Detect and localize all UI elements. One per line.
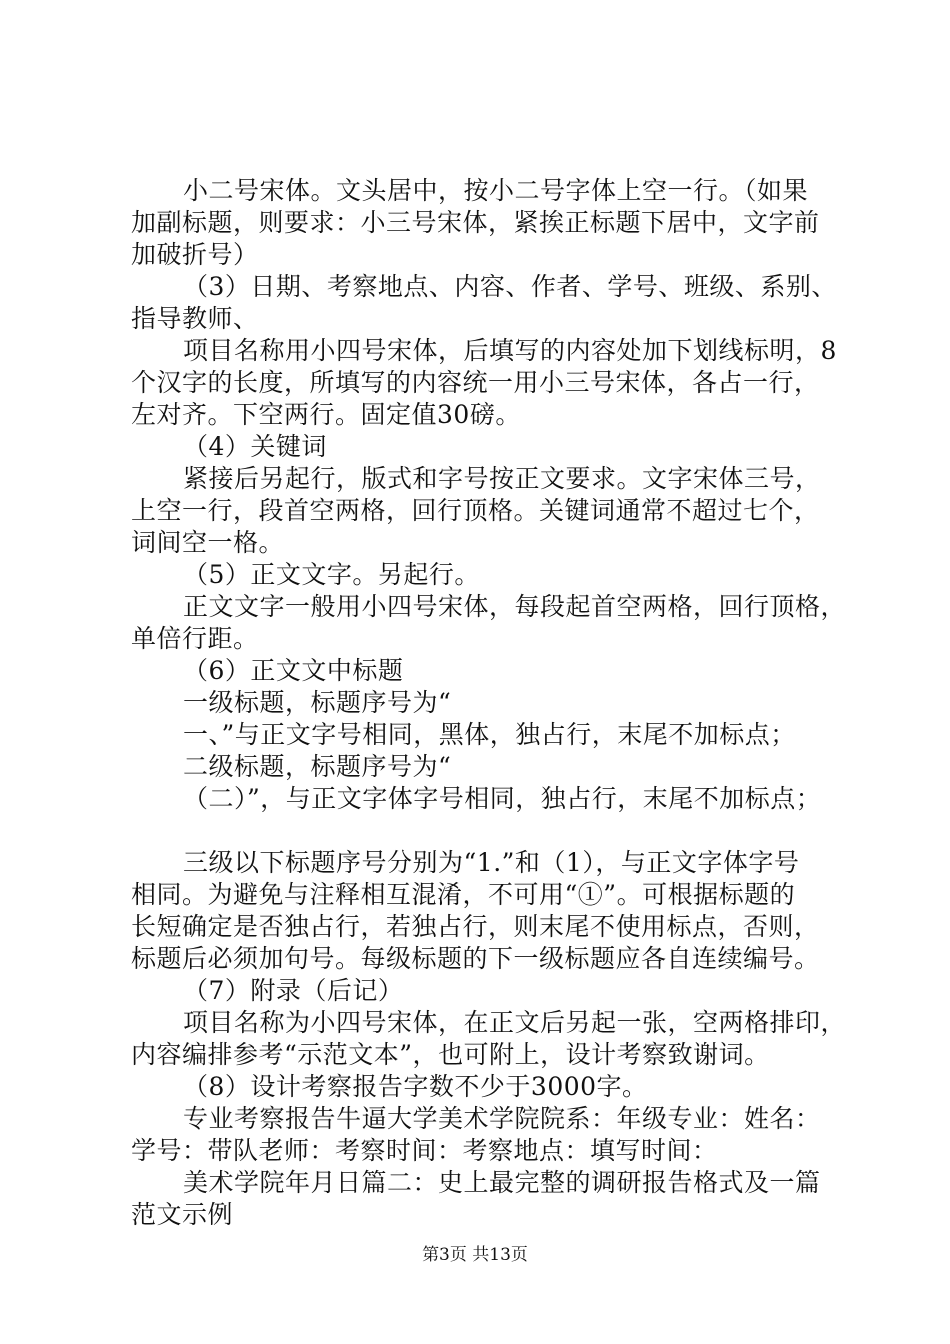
text-line: 相同。为避免与注释相互混淆，不可用“①”。可根据标题的: [131, 880, 796, 909]
text-line: 指导教师、: [131, 304, 259, 333]
text-line: 紧接后另起行，版式和字号按正文要求。文字宋体三号，: [183, 464, 821, 493]
text-line: （二）”，与正文字体字号相同，独占行，末尾不加标点；: [183, 784, 822, 813]
text-line: 范文示例: [131, 1200, 234, 1229]
page-number-footer: 第3页 共13页: [422, 1245, 528, 1265]
text-line: 左对齐。下空两行。固定值30磅。: [131, 400, 521, 429]
text-line: 词间空一格。: [131, 528, 285, 557]
text-line: 正文文字一般用小四号宋体，每段起首空两格，回行顶格，: [183, 592, 847, 621]
text-line: 学号：带队老师：考察时间：考察地点：填写时间：: [131, 1136, 718, 1165]
text-line: 项目名称用小四号宋体，后填写的内容处加下划线标明，8: [183, 336, 837, 365]
text-line: 美术学院年月日篇二：史上最完整的调研报告格式及一篇: [183, 1168, 821, 1197]
text-line: （4）关键词: [183, 432, 327, 461]
text-line: 内容编排参考“示范文本”，也可附上，设计考察致谢词。: [131, 1040, 770, 1069]
text-line: 一级标题，标题序号为“: [183, 688, 452, 717]
text-line: 三级以下标题序号分别为“1.”和（1），与正文字体字号: [183, 848, 800, 877]
text-line: 项目名称为小四号宋体，在正文后另起一张，空两格排印，: [183, 1008, 847, 1037]
text-line: 长短确定是否独占行，若独占行，则末尾不使用标点，否则，: [131, 912, 820, 941]
text-line: 上空一行，段首空两格，回行顶格。关键词通常不超过七个，: [131, 496, 820, 525]
text-line: 小二号宋体。文头居中，按小二号字体上空一行。（如果: [183, 176, 809, 205]
text-line: 二级标题，标题序号为“: [183, 752, 452, 781]
text-line: （3）日期、考察地点、内容、作者、学号、班级、系别、: [183, 272, 837, 301]
text-line: 个汉字的长度，所填写的内容统一用小三号宋体，各占一行，: [131, 368, 820, 397]
text-line: 一、”与正文字号相同，黑体，独占行，末尾不加标点；: [183, 720, 796, 749]
text-line: 加副标题，则要求：小三号宋体，紧挨正标题下居中，文字前: [131, 208, 820, 237]
text-line: （7）附录（后记）: [183, 976, 404, 1005]
text-line: （6）正文文中标题: [183, 656, 404, 685]
text-line: （8）设计考察报告字数不少于3000字。: [183, 1072, 648, 1101]
text-line: 单倍行距。: [131, 624, 259, 653]
text-line: （5）正文文字。另起行。: [183, 560, 480, 589]
text-line: 专业考察报告牛逼大学美术学院院系：年级专业：姓名：: [183, 1104, 821, 1133]
text-line: 标题后必须加句号。每级标题的下一级标题应各自连续编号。: [131, 944, 820, 973]
text-line: 加破折号）: [131, 240, 259, 269]
